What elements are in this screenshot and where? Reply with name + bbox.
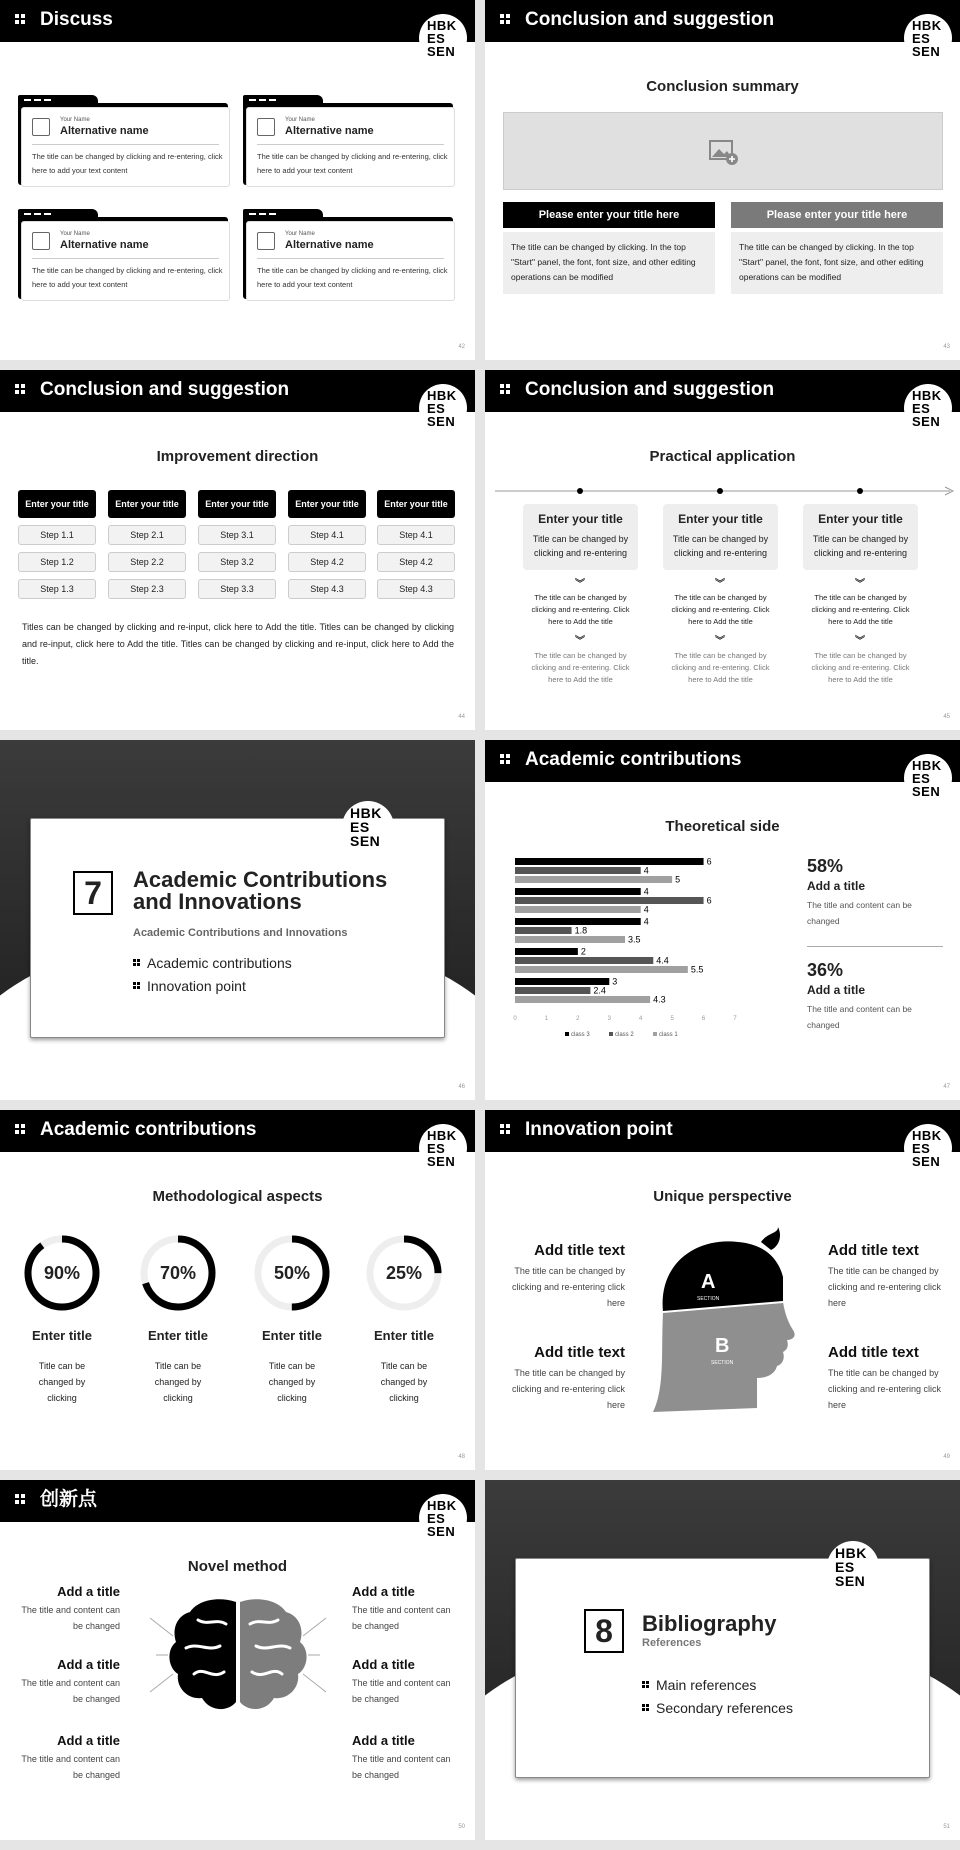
step-box: Step 1.3 [18, 579, 96, 599]
page-number: 50 [458, 1824, 465, 1830]
bar [515, 876, 672, 883]
stat-block [807, 856, 927, 929]
legend-swatch [653, 1032, 657, 1036]
section-subtitle: References [642, 1637, 702, 1649]
chevron-down-icon: ︾ [715, 579, 725, 590]
summary-box-text: The title can be changed by clicking. In the top "Start" panel, the font, font size, and other editing operations can be modified [503, 232, 715, 294]
hbk-logo: HBK ES SEN [419, 1124, 467, 1172]
stat-block [807, 960, 927, 1033]
progress-ring [252, 1233, 332, 1313]
summary-box-head: Please enter your title here [731, 202, 943, 228]
application-text: The title can be changed by clicking and re-entering. Click here to Add the title [811, 651, 910, 684]
dots-icon [500, 1124, 510, 1134]
bar-value-label: 4 [643, 904, 649, 915]
bar [515, 978, 609, 985]
bar-value-label: 5.5 [690, 964, 704, 975]
slide-title: Academic contributions [40, 1119, 257, 1140]
bar-value-label: 4.3 [653, 994, 666, 1005]
application-text: The title can be changed by clicking and re-entering. Click here to Add the title [811, 593, 910, 626]
page-number: 44 [458, 714, 465, 720]
bar [515, 966, 688, 973]
dots-icon [15, 1124, 25, 1134]
bar-value-label: 4 [643, 865, 649, 876]
ring-percent: 90% [43, 1263, 81, 1283]
label-b: B [715, 1335, 730, 1357]
method-item: Add a title The title and content can be changed [352, 1733, 451, 1780]
section-number: 8 [584, 1609, 624, 1653]
stat-title: Add a title [807, 879, 866, 893]
bar-value-label: 1.8 [574, 925, 588, 936]
chevron-down-icon: ︾ [855, 636, 865, 647]
dots-icon [500, 14, 510, 24]
ring-text: Title can be changed by clicking [38, 1361, 86, 1403]
column-title: Enter your title [377, 490, 455, 518]
application-text: The title can be changed by clicking and re-entering. Click here to Add the title [531, 651, 630, 684]
perspective-item: Add title text The title can be changed by clicking and re-entering click here [828, 1242, 942, 1308]
bar-value-label: 3 [612, 976, 618, 987]
image-icon [257, 232, 275, 250]
method-item: Add a title The title and content can be changed [352, 1657, 451, 1704]
bullet-item: Secondary references [642, 1700, 793, 1716]
progress-ring [364, 1233, 444, 1313]
step-box: Step 4.2 [377, 552, 455, 572]
ring-text: Title can be changed by clicking [154, 1361, 202, 1403]
profile-card[interactable]: Your Name Alternative name The title can be changed by clicking and re-entering, click here to add your text content [243, 95, 453, 185]
slide-header [485, 0, 960, 42]
slide-header [0, 1480, 475, 1522]
step-box: Step 4.3 [288, 579, 366, 599]
chevron-down-icon: ︾ [715, 636, 725, 647]
application-card: Enter your title Title can be changed by clicking and re-entering [663, 504, 778, 570]
bar-value-label: 5 [675, 874, 681, 885]
bar [515, 936, 625, 943]
slide-conclusion-summary[interactable] [485, 0, 960, 360]
slide-header [0, 0, 475, 42]
summary-box-head: Please enter your title here [503, 202, 715, 228]
bar [515, 906, 641, 913]
slide-practical-application[interactable] [485, 370, 960, 730]
section-title: Bibliography [642, 1611, 777, 1636]
method-item: Add a title The title and content can be changed [21, 1584, 120, 1631]
slide-header [0, 1110, 475, 1152]
divider [807, 946, 943, 947]
slide-title: Conclusion and suggestion [40, 379, 290, 400]
slide-title: Discuss [40, 9, 113, 30]
hbk-logo: HBK ES SEN [342, 801, 394, 853]
x-tick-label: 7 [733, 1016, 737, 1022]
slide-header [485, 1110, 960, 1152]
slide-title: Conclusion and suggestion [525, 9, 775, 30]
slide-title: 创新点 [40, 1489, 98, 1510]
hbk-logo: HBK ES SEN [904, 1124, 952, 1172]
step-box: Step 4.3 [377, 579, 455, 599]
column-title: Enter your title [288, 490, 366, 518]
section-subtitle: Conclusion summary [646, 78, 799, 95]
head-profile-illustration [643, 1222, 803, 1422]
page-number: 51 [943, 1824, 950, 1830]
perspective-item: Add title text The title can be changed by clicking and re-entering click here [511, 1242, 625, 1308]
step-box: Step 3.1 [198, 525, 276, 545]
application-text: The title can be changed by clicking and re-entering. Click here to Add the title [671, 651, 770, 684]
perspective-item: Add title text The title can be changed by clicking and re-entering click here [511, 1344, 625, 1410]
dots-icon [15, 14, 25, 24]
slide-theoretical-side[interactable] [485, 740, 960, 1100]
slide-bibliography-cover[interactable] [485, 1480, 960, 1840]
hbk-logo: HBK ES SEN [419, 14, 467, 62]
bar [515, 948, 578, 955]
bullet-item: Main references [642, 1677, 756, 1693]
stat-text: The title and content can be changed [807, 1004, 912, 1030]
x-tick-label: 3 [607, 1016, 611, 1022]
slide-title: Conclusion and suggestion [525, 379, 775, 400]
profile-card[interactable]: Your Name Alternative name The title can be changed by clicking and re-entering, click here to add your text content [18, 95, 228, 185]
bar [515, 897, 704, 904]
bar-value-label: 4 [643, 916, 649, 927]
dots-icon [15, 384, 25, 394]
application-card: Enter your title Title can be changed by clicking and re-entering [803, 504, 918, 570]
bar-value-label: 4.4 [656, 955, 669, 966]
section-subtitle: Practical application [649, 448, 796, 465]
page-number: 49 [943, 1454, 950, 1460]
method-item: Add a title The title and content can be changed [21, 1733, 120, 1780]
bar-value-label: 3.5 [628, 934, 641, 945]
paragraph: Titles can be changed by clicking and re-input, click here to Add the title. Titles can be changed by clicking and re-input, click here to Add the title. Titles can be changed by clicking and re-input, click here to Add the title. [22, 622, 454, 666]
timeline-arrow [495, 486, 955, 496]
bar [515, 957, 653, 964]
dots-icon [500, 384, 510, 394]
step-box: Step 2.2 [108, 552, 186, 572]
x-tick-label: 0 [513, 1016, 517, 1022]
slide-novel-method[interactable] [0, 1480, 475, 1840]
section-subtitle: Unique perspective [653, 1188, 792, 1205]
section-label: SECTION [711, 1360, 734, 1366]
bar [515, 867, 641, 874]
legend-label: class 2 [615, 1032, 634, 1038]
x-tick-label: 1 [544, 1016, 549, 1022]
step-box: Step 1.1 [18, 525, 96, 545]
bullet-item: Academic contributions [133, 955, 292, 971]
legend-swatch [565, 1032, 569, 1036]
section-title: Academic Contributions and Innovations [133, 867, 388, 914]
step-box: Step 3.2 [198, 552, 276, 572]
ring-title: Enter title [262, 1328, 322, 1343]
stat-percent: 36% [807, 960, 844, 980]
x-tick-label: 6 [701, 1016, 706, 1022]
slide-header [0, 370, 475, 412]
image-icon [32, 232, 50, 250]
bar [515, 858, 704, 865]
chevron-down-icon: ︾ [575, 579, 585, 590]
hbk-logo: HBK ES SEN [827, 1541, 879, 1593]
hbk-logo: HBK ES SEN [904, 754, 952, 802]
step-box: Step 4.1 [288, 525, 366, 545]
bar [515, 927, 572, 934]
ring-percent: 70% [159, 1263, 197, 1283]
perspective-item: Add title text The title can be changed by clicking and re-entering click here [828, 1344, 942, 1410]
bullet-item: Innovation point [133, 978, 246, 994]
section-subtitle: Novel method [187, 1558, 288, 1575]
legend-label: class 3 [571, 1032, 590, 1038]
column-title: Enter your title [18, 490, 96, 518]
stat-text: The title and content can be changed [807, 900, 912, 926]
bar [515, 996, 650, 1003]
progress-ring [22, 1233, 102, 1313]
section-subtitle: Academic Contributions and Innovations [133, 927, 348, 939]
summary-box-text: The title can be changed by clicking. In the top "Start" panel, the font, font size, and other editing operations can be modified [731, 232, 943, 294]
slide-unique-perspective[interactable] [485, 1110, 960, 1470]
progress-ring [138, 1233, 218, 1313]
section-subtitle: Methodological aspects [152, 1188, 323, 1205]
application-text: The title can be changed by clicking and re-entering. Click here to Add the title [531, 593, 630, 626]
application-text: The title can be changed by clicking and re-entering. Click here to Add the title [671, 593, 770, 626]
label-a: A [701, 1271, 716, 1293]
dots-icon [15, 1494, 25, 1504]
profile-card[interactable]: Your Name Alternative name The title can be changed by clicking and re-entering, click here to add your text content [243, 209, 453, 299]
step-box: Step 4.1 [377, 525, 455, 545]
method-item: Add a title The title and content can be changed [352, 1584, 451, 1631]
image-icon [257, 118, 275, 136]
page-number: 42 [458, 344, 465, 350]
ring-percent: 25% [385, 1263, 423, 1283]
bar-value-label: 2.4 [593, 985, 606, 996]
x-tick-label: 4 [639, 1016, 643, 1022]
column-title: Enter your title [198, 490, 276, 518]
bar [515, 888, 641, 895]
bar-value-label: 2 [580, 946, 586, 957]
cover-panel [515, 1545, 930, 1778]
step-box: Step 2.3 [108, 579, 186, 599]
add-image-icon [709, 138, 739, 166]
bar [515, 918, 641, 925]
slide-title: Academic contributions [525, 749, 742, 770]
section-label: SECTION [697, 1296, 720, 1302]
page-number: 48 [458, 1454, 465, 1460]
slide-title: Innovation point [525, 1119, 673, 1140]
page-number: 46 [458, 1084, 465, 1090]
hbk-logo: HBK ES SEN [904, 384, 952, 432]
ring-title: Enter title [374, 1328, 434, 1343]
slide-methodological-aspects[interactable] [0, 1110, 475, 1470]
image-icon [32, 118, 50, 136]
profile-card[interactable]: Your Name Alternative name The title can be changed by clicking and re-entering, click here to add your text content [18, 209, 228, 299]
x-tick-label: 5 [670, 1016, 674, 1022]
page-number: 47 [943, 1084, 950, 1090]
step-box: Step 4.2 [288, 552, 366, 572]
image-placeholder[interactable] [503, 112, 943, 190]
page-number: 43 [943, 344, 950, 350]
ring-title: Enter title [148, 1328, 208, 1343]
slide-header [485, 370, 960, 412]
legend-swatch [609, 1032, 613, 1036]
section-subtitle: Theoretical side [665, 818, 780, 835]
slide-discuss[interactable] [0, 0, 475, 360]
step-box: Step 3.3 [198, 579, 276, 599]
chevron-down-icon: ︾ [575, 636, 585, 647]
section-subtitle: Improvement direction [156, 448, 319, 465]
bar-value-label: 4 [643, 886, 649, 897]
ring-percent: 50% [273, 1263, 311, 1283]
ring-title: Enter title [32, 1328, 92, 1343]
dots-icon [500, 754, 510, 764]
x-tick-label: 2 [576, 1016, 580, 1022]
bar-chart [495, 848, 745, 1048]
brain-illustration [138, 1590, 338, 1730]
page-number: 45 [943, 714, 950, 720]
bar-value-label: 6 [706, 856, 712, 867]
cover-panel [30, 805, 445, 1038]
hbk-logo: HBK ES SEN [419, 384, 467, 432]
slide-header [485, 740, 960, 782]
slide-improvement-direction[interactable] [0, 370, 475, 730]
slide-section-cover[interactable] [0, 740, 475, 1100]
bar-value-label: 6 [706, 895, 712, 906]
hbk-logo: HBK ES SEN [904, 14, 952, 62]
section-number: 7 [73, 871, 113, 915]
stat-percent: 58% [807, 856, 844, 876]
hbk-logo: HBK ES SEN [419, 1494, 467, 1542]
column-title: Enter your title [108, 490, 186, 518]
ring-text: Title can be changed by clicking [268, 1361, 316, 1403]
step-box: Step 1.2 [18, 552, 96, 572]
step-box: Step 2.1 [108, 525, 186, 545]
method-item: Add a title The title and content can be changed [21, 1657, 120, 1704]
chevron-down-icon: ︾ [855, 579, 865, 590]
application-card: Enter your title Title can be changed by clicking and re-entering [523, 504, 638, 570]
ring-text: Title can be changed by clicking [380, 1361, 428, 1403]
bar [515, 987, 590, 994]
legend-label: class 1 [659, 1032, 678, 1038]
stat-title: Add a title [807, 983, 866, 997]
